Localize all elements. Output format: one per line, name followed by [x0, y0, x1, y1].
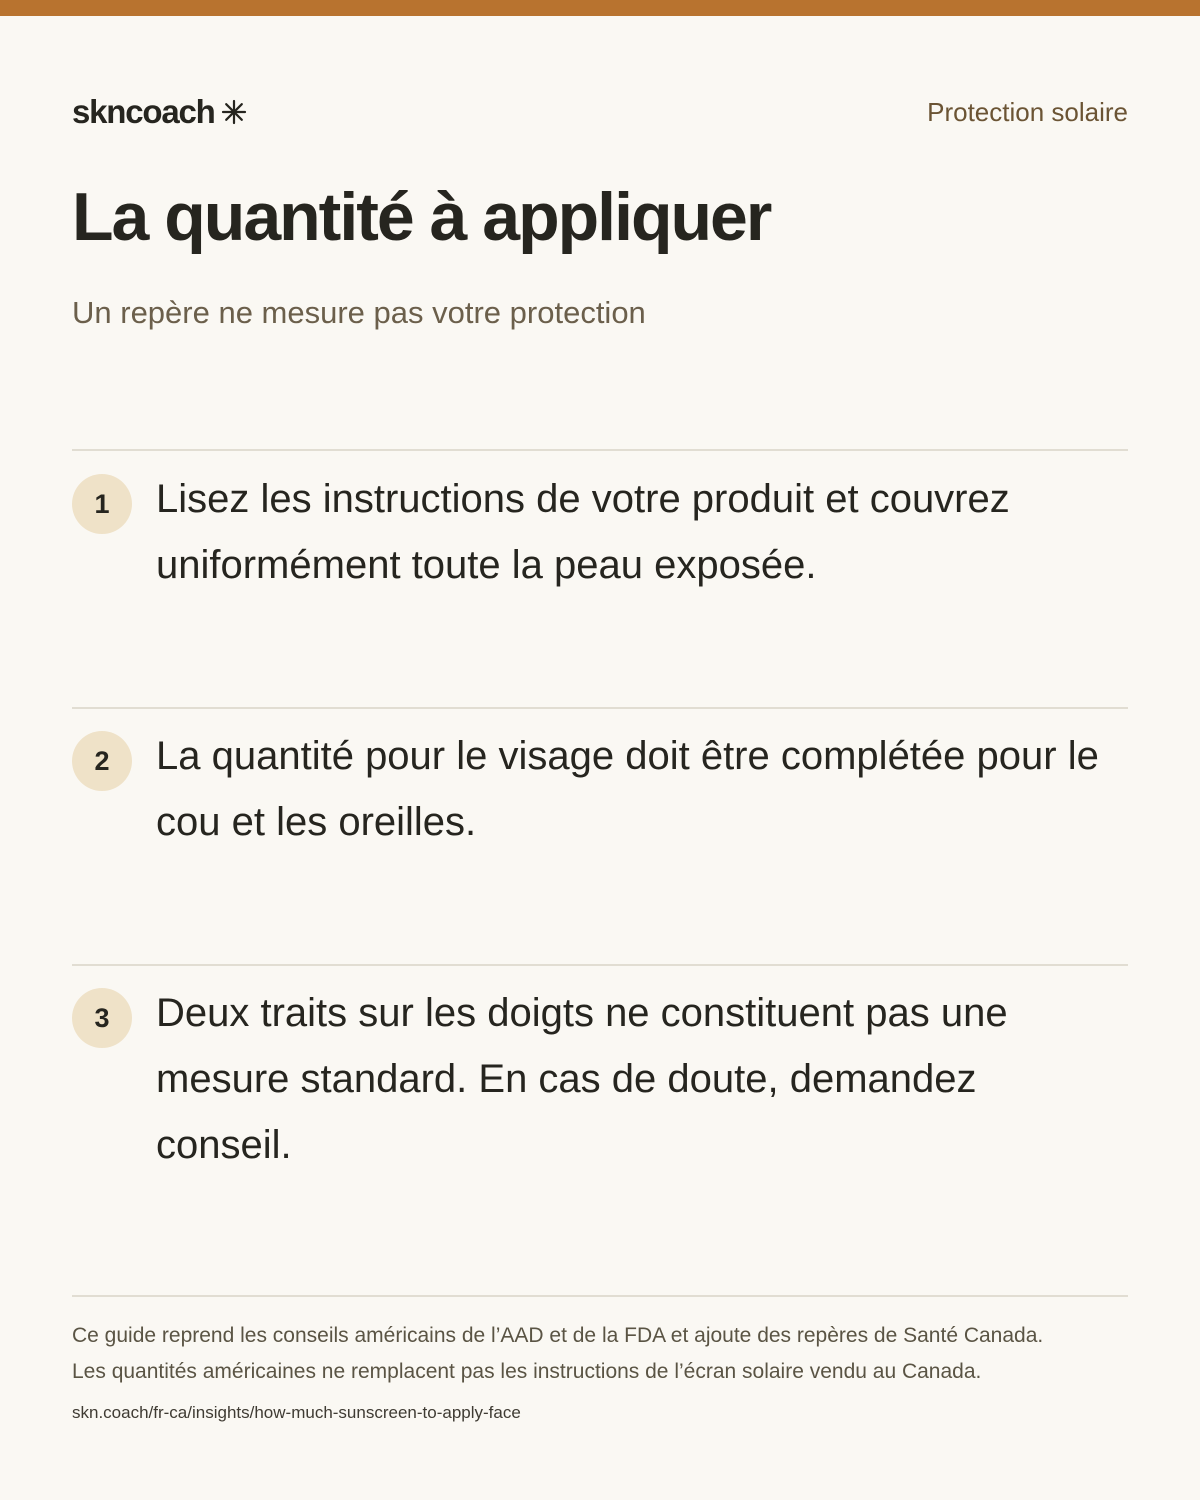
- top-accent-bar: [0, 0, 1200, 16]
- brand-name: skncoach: [72, 93, 215, 130]
- source-url: skn.coach/fr-ca/insights/how-much-sunscreen-to-apply-face: [72, 1403, 521, 1422]
- step-text: Deux traits sur les doigts ne constituent pas une mesure standard. En cas de doute, demandez conseil.: [156, 991, 1008, 1167]
- step-number-badge: 1: [72, 474, 132, 534]
- step-number-badge: 3: [72, 988, 132, 1048]
- page-title: La quantité à appliquer: [72, 179, 771, 255]
- asterisk-icon: [221, 99, 247, 125]
- footnote: [72, 1318, 1132, 1390]
- brand-logo: [72, 93, 247, 131]
- footer-divider: [72, 1295, 1128, 1297]
- divider: [72, 449, 1128, 451]
- category-label: Protection solaire: [927, 96, 1128, 127]
- step-number-badge: 2: [72, 731, 132, 791]
- step-text: Lisez les instructions de votre produit et couvrez uniformément toute la peau exposée.: [156, 477, 1010, 587]
- header: [72, 90, 1128, 134]
- divider: [72, 707, 1128, 709]
- divider: [72, 964, 1128, 966]
- footnote-line: Ce guide reprend les conseils américains de l’AAD et de la FDA et ajoute des repères de Santé Canada.: [72, 1324, 1044, 1347]
- step-text: La quantité pour le visage doit être complétée pour le cou et les oreilles.: [156, 734, 1099, 844]
- footnote-line: Les quantités américaines ne remplacent pas les instructions de l’écran solaire vendu au Canada.: [72, 1360, 982, 1383]
- page-subtitle: Un repère ne mesure pas votre protection: [72, 295, 646, 330]
